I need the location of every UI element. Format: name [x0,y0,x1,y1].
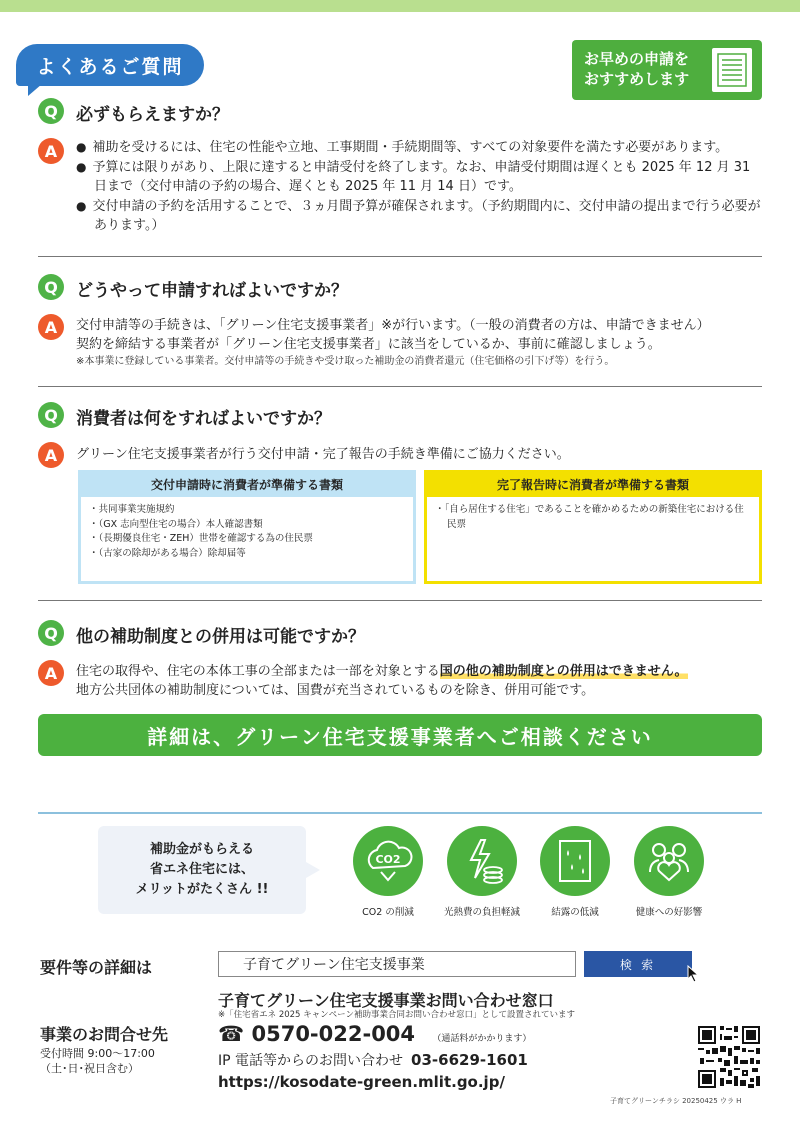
faq-item-1 [38,98,764,246]
merit-caption: 結露の低減 [551,907,599,918]
merit-condensation [532,826,618,918]
merit-health [626,826,712,918]
health-icon [634,826,704,896]
document-icon [712,48,752,92]
box-title: 交付申請時に消費者が準備する書類 [81,473,413,497]
list-item: ・ 「自ら居住する住宅」であることを確かめるための新築住宅における住民票 [435,503,751,532]
merit-speech-bubble [98,826,306,914]
answer-bullets [76,138,764,236]
a-badge: A [38,138,64,164]
inquiry-label: 事業のお問合せ先 [40,1025,169,1044]
ip-label: IP 電話等からのお問い合わせ [218,1053,404,1069]
consult-banner: 詳細は、グリーン住宅支援事業者へご相談ください [38,714,762,756]
question-text: 消費者は何をすればよいですか？ [76,409,331,429]
divider [38,600,762,601]
divider [38,256,762,257]
bubble-line-1: 補助金がもらえる [149,842,254,857]
answer-line-2: 地方公共団体の補助制度については、国費が充当されているものを除き、併用可能です。 [76,683,595,698]
search-input[interactable] [218,951,576,977]
completion-documents-box [424,470,762,584]
a-badge: A [38,660,64,686]
question-text: 必ずもらえますか？ [76,105,229,125]
qr-code [696,1024,762,1090]
phone-number [218,1022,531,1046]
question-text: 他の補助制度との併用は可能ですか？ [76,627,365,647]
merit-caption: 光熱費の負担軽減 [443,907,520,918]
co2-icon [353,826,423,896]
answer-line-1: 住宅の取得や、住宅の本体工事の全部または一部を対象とする [76,664,440,679]
top-accent-bar [0,0,800,12]
business-hours [40,1046,155,1076]
faq-item-3 [38,402,764,472]
question-text: どうやって申請すればよいですか？ [76,281,348,301]
answer-bullet: ● 予算には限りがあり、上限に達すると申請受付を終了します。なお、申請受付期間は遅くとも 2025 年 12 月 31 日まで（交付申請の予約の場合、遅くとも 2025 年 11 月 14 日）です。 [76,158,764,196]
faq-item-2 [38,274,764,374]
list-item: ・ 共同事業実施規約 [89,503,405,518]
q-badge: Q [38,620,64,646]
section-divider [38,812,762,814]
a-badge: A [38,314,64,340]
answer-bullet: ● 交付申請の予約を活用することで、３ヵ月間予算が確保されます。（予約期間内に、交付申請の提出まで行う必要があります。） [76,197,764,235]
answer-line-2: 契約を締結する事業者が「グリーン住宅支援事業者」に該当をしているか、事前に確認しましょう。 [76,337,661,352]
answer-bullet: ● 補助を受けるには、住宅の性能や立地、工事期間・手続期間等、すべての対象要件を満たす必要があります。 [76,138,764,157]
bubble-line-3: メリットがたくさん !! [135,882,269,897]
condensation-icon [540,826,610,896]
footer-code: 子育てグリーンチラシ 20250425 ウラ H [610,1097,742,1105]
answer-text [76,662,764,700]
answer-line-1: 交付申請等の手続きは、「グリーン住宅支援事業者」※が行います。（一般の消費者の方は、申請できません） [76,318,710,333]
faq-tag: よくあるご質問 [16,44,204,86]
answer-text [76,316,764,370]
bubble-line-2: 省エネ住宅には、 [149,862,254,877]
list-item: ・ （GX 志向型住宅の場合）本人確認書類 [89,518,405,533]
answer-note: ※本事業に登録している事業者。交付申請等の手続きや受け取った補助金の消費者還元（住宅価格の引下げ等）を行う。 [76,356,615,367]
q-badge: Q [38,98,64,124]
faq-item-4 [38,620,764,704]
merit-caption: 健康への好影響 [635,907,703,918]
divider [38,386,762,387]
ip-phone [218,1050,528,1070]
phone-value: 0570-022-004 [251,1022,416,1046]
ip-phone-number: 03-6629-1601 [411,1051,528,1069]
co2-label: CO2 [375,853,401,866]
search-button[interactable]: 検 索 [584,951,692,977]
q-badge: Q [38,274,64,300]
promo-line-1: お早めの申請を [584,50,690,68]
answer-text: グリーン住宅支援事業者が行う交付申請・完了報告の手続き準備にご協力ください。 [76,447,570,462]
mouse-cursor-icon [687,965,701,987]
highlighted-text: 国の他の補助制度との併用はできません。 [439,664,688,679]
website-url[interactable]: https://kosodate-green.mlit.go.jp/ [218,1073,505,1091]
box-title: 完了報告時に消費者が準備する書類 [427,473,759,497]
merit-energy-cost [439,826,525,918]
list-item: ・ （長期優良住宅・ZEH）世帯を確認する為の住民票 [89,532,405,547]
merit-caption: CO2 の削減 [362,907,414,918]
application-documents-box [78,470,416,584]
hours-line-2: （土･日･祝日含む） [40,1062,139,1075]
merit-co2 [345,826,431,918]
contact-note: ※「住宅省エネ 2025 キャンペーン補助事業合同お問い合わせ窓口」として設置されています [218,1010,575,1020]
a-badge: A [38,442,64,468]
phone-icon: ☎ [218,1022,245,1046]
list-item: ・ （古家の除却がある場合）除却届等 [89,547,405,562]
contact-title: 子育てグリーン住宅支援事業お問い合わせ窓口 [218,991,554,1010]
energy-cost-icon [447,826,517,896]
phone-note: （通話料がかかります） [432,1034,532,1044]
q-badge: Q [38,402,64,428]
apply-early-banner [572,40,762,100]
requirements-label: 要件等の詳細は [40,958,153,977]
hours-line-1: 受付時間 9:00～17:00 [40,1047,155,1060]
promo-line-2: おすすめします [584,70,690,88]
